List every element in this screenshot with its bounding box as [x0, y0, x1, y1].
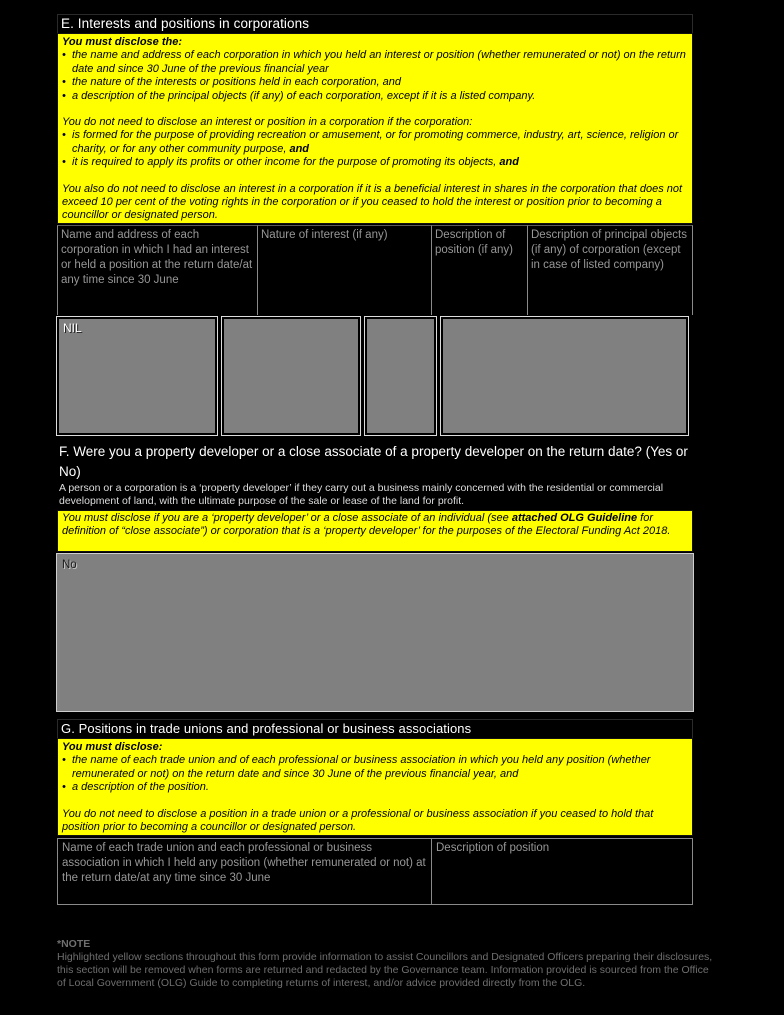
field-value: NIL: [63, 321, 82, 335]
section-e-title: E. Interests and positions in corporations: [61, 16, 310, 31]
section-g-guidance: [57, 738, 693, 836]
list-item: • a description of the principal objects (if any) of each corporation, except if it is a listed company.: [62, 90, 688, 103]
answer-value: No: [62, 559, 77, 571]
section-f-header-bar: [57, 440, 693, 509]
section-f-definition: A person or a corporation is a ‘property developer’ if they carry out a business mainly concerned with the residential or commercial development of land, with the ultimate purpose of the sale or lease of the land for profit.: [59, 482, 664, 507]
section-f-guidance: You must disclose if you are a ‘property developer’ or a close associate of an individual (see attached OLG Guideline for definition of “close associate”) or corporation that is a ‘property developer’ for the purposes of the Electoral Funding Act 2018.: [57, 510, 693, 552]
header-cell-position-description: Description of position: [432, 838, 693, 905]
guidance-intro: You must disclose the:: [62, 36, 183, 48]
list-item: • is formed for the purpose of providing recreation or amusement, or for promoting commerce, industry, art, science, religion or charity, or for any other community purpose, and: [62, 129, 688, 156]
list-item: • a description of the position.: [62, 781, 688, 794]
spacer: [62, 795, 688, 808]
header-cell-principal-objects: Description of principal objects (if any) of corporation (except in case of listed company): [528, 225, 693, 315]
header-cell-corporation-name: Name and address of each corporation in which I had an interest or held a position at the return date/at any time since 30 June: [57, 225, 258, 315]
list-item: • the nature of the interests or positions held in each corporation, and: [62, 76, 688, 89]
corporation-name-field[interactable]: [57, 317, 217, 435]
list-item: • it is required to apply its profits or other income for the purpose of promoting its objects, and: [62, 156, 688, 169]
footnote: [57, 938, 717, 990]
principal-objects-field[interactable]: [441, 317, 688, 435]
spacer: [62, 170, 688, 183]
footnote-body: Highlighted yellow sections throughout this form provide information to assist Councillors and Designated Officers preparing their disclosures, this section will be removed when forms are returned and redacted by the Governance team. Information provided is sourced from the Office of Local Government (OLG) Guide to completing returns of interest, and/or advice provided directly from the OLG.: [57, 951, 713, 989]
corporations-table-row: [57, 317, 693, 435]
guidance-shares-note: You also do not need to disclose an interest in a corporation if it is a beneficial interest in shares in the corporation that does not exceed 10 per cent of the voting rights in the corporation or if you ceased to hold the interest or position prior to becoming a councillor or designated person.: [62, 182, 683, 222]
unions-table-header: [57, 838, 693, 905]
guidance-exemption-intro: You do not need to disclose an interest or position in a corporation if the corporation:: [62, 116, 473, 129]
position-field[interactable]: [365, 317, 436, 435]
list-item: • the name of each trade union and of each professional or business association in which you held any position (whether remunerated or not) on the return date and since 30 June of the previous financial year, and: [62, 754, 688, 781]
section-g-header-bar: [57, 719, 693, 739]
header-cell-union-name: Name of each trade union and each professional or business association in which I held any position (whether remunerated or not) at the return date/at any time since 30 June: [57, 838, 432, 905]
list-item: • the name and address of each corporation in which you held an interest or position (whether remunerated or not) on the return date and since 30 June of the previous financial year: [62, 49, 688, 76]
property-developer-answer-field[interactable]: [57, 554, 693, 711]
spacer: [62, 103, 688, 116]
section-g-title: G. Positions in trade unions and professional or business associations: [61, 721, 472, 736]
nature-of-interest-field[interactable]: [222, 317, 360, 435]
guidance-exemption-note: You do not need to disclose a position in a trade union or a professional or business association if you ceased to hold that position prior to becoming a councillor or designated person.: [62, 807, 654, 834]
section-e-guidance: [57, 33, 693, 224]
guidance-intro: You must disclose:: [62, 741, 163, 753]
corporations-table-header: [57, 225, 693, 315]
header-cell-position: Description of position (if any): [432, 225, 528, 315]
footnote-heading: *NOTE: [57, 938, 91, 950]
header-cell-nature-of-interest: Nature of interest (if any): [258, 225, 432, 315]
section-f-title: F. Were you a property developer or a close associate of a property developer on the return date? (Yes or No): [59, 444, 688, 479]
section-e-header-bar: [57, 14, 693, 34]
